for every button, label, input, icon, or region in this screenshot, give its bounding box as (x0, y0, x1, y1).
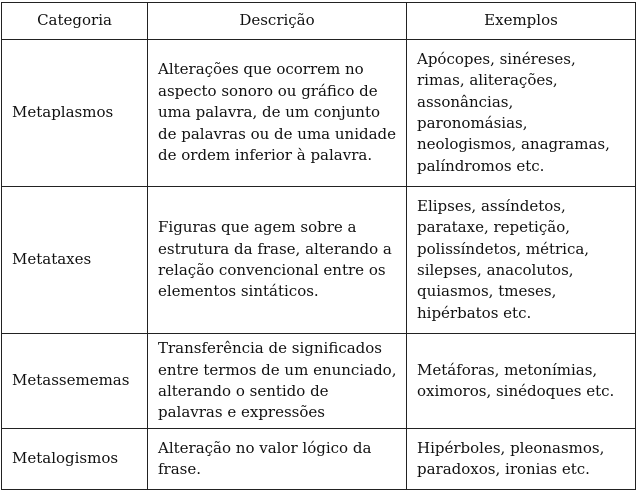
table-row (2, 40, 636, 187)
table-row (2, 429, 636, 490)
header-categoria: Categoria (2, 3, 148, 40)
cell-categoria: Metalogismos (2, 429, 148, 490)
table-row (2, 334, 636, 429)
cell-descricao: Figuras que agem sobre a estrutura da frase, alterando a relação convencional entre os elementos sintáticos. (148, 187, 407, 334)
cell-exemplos: Metáforas, metonímias, oximoros, sinédoques etc. (407, 334, 636, 429)
cell-descricao: Transferência de significados entre termos de um enunciado, alterando o sentido de palavras e expressões (148, 334, 407, 429)
cell-descricao: Alterações que ocorrem no aspecto sonoro ou gráfico de uma palavra, de um conjunto de palavras ou de uma unidade de ordem inferior à palavra. (148, 40, 407, 187)
cell-descricao: Alteração no valor lógico da frase. (148, 429, 407, 490)
cell-exemplos: Hipérboles, pleonasmos, paradoxos, ironias etc. (407, 429, 636, 490)
cell-exemplos: Apócopes, sinéreses, rimas, aliterações, assonâncias, paronomásias, neologismos, anagramas, palíndromos etc. (407, 40, 636, 187)
figures-table (1, 2, 636, 490)
table-row (2, 187, 636, 334)
header-row (2, 3, 636, 40)
cell-categoria: Metassememas (2, 334, 148, 429)
header-descricao: Descrição (148, 3, 407, 40)
cell-categoria: Metataxes (2, 187, 148, 334)
cell-exemplos: Elipses, assíndetos, parataxe, repetição, polissíndetos, métrica, silepses, anacolutos, quiasmos, tmeses, hipérbatos etc. (407, 187, 636, 334)
header-exemplos: Exemplos (407, 3, 636, 40)
cell-categoria: Metaplasmos (2, 40, 148, 187)
